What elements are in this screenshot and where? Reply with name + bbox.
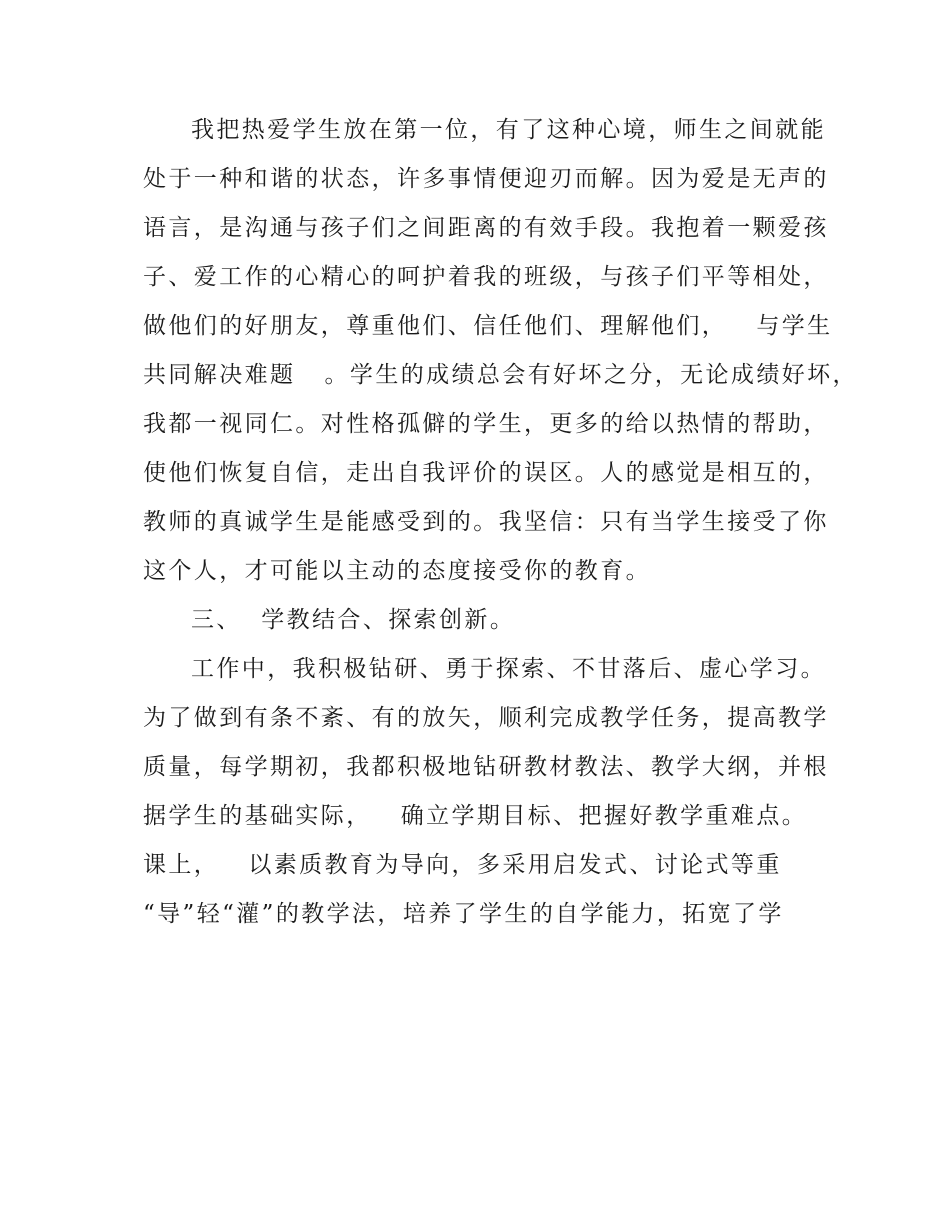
section-heading: 三、 学教结合、探索创新。 bbox=[191, 607, 516, 633]
paragraph-line: 课上， 以素质教育为导向，多采用启发式、讨论式等重 bbox=[143, 852, 782, 878]
paragraph-line: 为了做到有条不紊、有的放矢，顺利完成教学任务，提高教学 bbox=[143, 705, 829, 731]
body-text bbox=[143, 106, 858, 939]
paragraph-line: 处于一种和谐的状态，许多事情便迎刃而解。因为爱是无声的 bbox=[143, 166, 829, 192]
paragraph-line: 语言，是沟通与孩子们之间距离的有效手段。我抱着一颗爱孩 bbox=[143, 215, 829, 241]
paragraph-line: 我把热爱学生放在第一位，有了这种心境，师生之间就能 bbox=[191, 117, 826, 143]
paragraph-line: 做他们的好朋友，尊重他们、信任他们、理解他们， 与学生 bbox=[143, 313, 833, 339]
paragraph-line: 工作中，我积极钻研、勇于探索、不甘落后、虚心学习。 bbox=[191, 656, 826, 682]
paragraph-line: 子、爱工作的心精心的呵护着我的班级，与孩子们平等相处， bbox=[143, 264, 829, 290]
paragraph-line: 这个人，才可能以主动的态度接受你的教育。 bbox=[143, 558, 651, 584]
paragraph-line: “导”轻“灌”的教学法，培养了学生的自学能力，拓宽了学 bbox=[143, 901, 784, 927]
paragraph-line: 质量，每学期初，我都积极地钻研教材教法、教学大纲，并根 bbox=[143, 754, 829, 780]
paragraph-line: 教师的真诚学生是能感受到的。我坚信：只有当学生接受了你 bbox=[143, 509, 829, 535]
paragraph-line: 据学生的基础实际， 确立学期目标、把握好教学重难点。 bbox=[143, 803, 808, 829]
paragraph-line: 共同解决难题 。学生的成绩总会有好坏之分，无论成绩好坏， bbox=[143, 362, 858, 388]
paragraph-line: 使他们恢复自信，走出自我评价的误区。人的感觉是相互的， bbox=[143, 460, 829, 486]
paragraph-line: 我都一视同仁。对性格孤僻的学生，更多的给以热情的帮助， bbox=[143, 411, 829, 437]
